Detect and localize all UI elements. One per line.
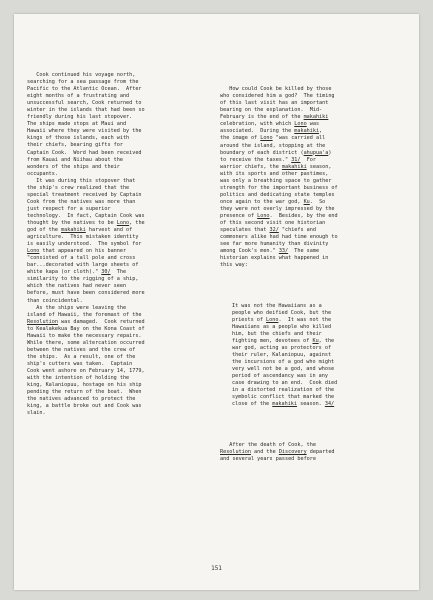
text-line: celebration, with which Lono was bbox=[220, 121, 320, 128]
text-line: is easily understood. The symbol for bbox=[27, 241, 142, 248]
text-line: their chiefs, bearing gifts for bbox=[27, 142, 123, 149]
text-line: The ships made stops at Maui and bbox=[27, 121, 127, 128]
text-line: While there, some altercation occurred bbox=[27, 339, 145, 346]
text-line: king, Kalaniopuu, hostage on his ship bbox=[27, 382, 142, 389]
text-line: the incursions of a god who might bbox=[232, 358, 335, 365]
text-line: fighting men, devotees of Ku, the bbox=[232, 337, 335, 344]
text-line: bar...decorated with large sheets of bbox=[27, 262, 139, 269]
right-column bbox=[220, 72, 410, 477]
text-line: bearing on the explanation. Mid- bbox=[220, 107, 323, 114]
text-line: speculates that 32/ "chiefs and bbox=[220, 227, 316, 234]
text-line: commoners alike had had time enough to bbox=[220, 234, 338, 241]
text-line: slain. bbox=[27, 410, 46, 417]
text-line: boundary of each district (ahupua'a) bbox=[220, 149, 332, 156]
text-line: friendly during his last stopover. bbox=[27, 114, 133, 121]
text-line: pending the return of the boat. When bbox=[27, 389, 142, 396]
text-line: Cook went ashore on February 14, 1779, bbox=[27, 367, 145, 374]
text-line: this way: bbox=[220, 262, 248, 269]
text-line: case drawing to an end. Cook died bbox=[232, 380, 338, 387]
text-line: just respect for a superior bbox=[27, 205, 111, 212]
text-line: It was not the Hawaiians as a bbox=[232, 302, 322, 309]
text-line: Lono that appeared on his banner bbox=[27, 248, 127, 255]
text-line: politics and dedicating state temples bbox=[220, 191, 335, 198]
text-line: the image of Lono "was carried all bbox=[220, 135, 326, 142]
text-line: Hawaii where they were visited by the bbox=[27, 128, 142, 135]
text-line: After the death of Cook, the bbox=[220, 441, 316, 448]
text-line: the natives advanced to protect the bbox=[27, 396, 136, 403]
text-line: they were not overly impressed by the bbox=[220, 205, 335, 212]
text-line: occupants. bbox=[27, 170, 58, 177]
text-line: very well not be a god, and whose bbox=[232, 366, 335, 373]
text-line: Resolution and the Discovery departed bbox=[220, 448, 335, 455]
text-line: period of ascendancy was in any bbox=[232, 373, 328, 380]
text-line: How could Cook be killed by those bbox=[220, 86, 332, 93]
text-line: see far more humanity than divinity bbox=[220, 241, 329, 248]
text-line: was only a breathing space to gather bbox=[220, 177, 332, 184]
text-line: priests of Lono. It was not the bbox=[232, 316, 332, 323]
text-line: with its sports and other pastimes, bbox=[220, 170, 329, 177]
text-line: among Cook's men." 33/ The same bbox=[220, 248, 320, 255]
text-line: island of Hawaii, the foremast of the bbox=[27, 311, 142, 318]
text-line: to Kealakekua Bay on the Kona Coast of bbox=[27, 325, 145, 332]
text-line: and several years passed before bbox=[220, 455, 316, 462]
text-line: searching for a sea passage from the bbox=[27, 79, 139, 86]
text-line: ship's cutters was taken. Captain bbox=[27, 360, 133, 367]
text-line: symbolic conflict that marked the bbox=[232, 394, 335, 401]
text-line: Pacific to the Atlantic Ocean. After bbox=[27, 86, 142, 93]
text-line: wonders of the ships and their bbox=[27, 163, 120, 170]
text-line: him, but the chiefs and their bbox=[232, 330, 322, 337]
text-line: special treatment received by Captain bbox=[27, 191, 142, 198]
text-line: white kapa (or cloth)." 30/ The bbox=[27, 269, 127, 276]
text-line: who considered him a god? The timing bbox=[220, 93, 335, 100]
text-line: before, must have been considered more bbox=[27, 290, 145, 297]
text-line: February is the end of the makahiki bbox=[220, 114, 329, 121]
document-page bbox=[14, 14, 419, 590]
text-line: Cook from the natives was more than bbox=[27, 198, 136, 205]
text-line: Cook continued his voyage north, bbox=[27, 72, 136, 78]
text-line: around the island, stopping at the bbox=[220, 142, 326, 149]
text-line: the ship's crew realized that the bbox=[27, 184, 130, 191]
text-line: similarity to the rigging of a ship, bbox=[27, 276, 139, 283]
text-line: in a distorted realization of the bbox=[232, 387, 335, 394]
text-line: the ships. As a result, one of the bbox=[27, 353, 136, 360]
left-column bbox=[27, 72, 212, 417]
text-line: from Kauai and Niihau about the bbox=[27, 156, 123, 163]
text-line: to receive the taxes." 31/ For bbox=[220, 156, 316, 163]
text-line: It was during this stopover that bbox=[27, 177, 136, 184]
text-line: warrior chiefs, the makahiki season, bbox=[220, 163, 332, 170]
text-line: which the natives had never seen bbox=[27, 283, 127, 290]
text-line: unsuccessful search, Cook returned to bbox=[27, 100, 142, 107]
text-line: associated. During the makahiki, bbox=[220, 128, 323, 135]
text-line: than coincidental. bbox=[27, 297, 83, 304]
page-number: 151 bbox=[211, 565, 222, 572]
right-column-outro bbox=[220, 442, 410, 463]
right-column-intro bbox=[220, 86, 410, 269]
text-line: historian explains what happened in bbox=[220, 255, 329, 262]
text-line: "consisted of a tall pole and cross bbox=[27, 255, 136, 262]
text-line: presence of Lono. Besides, by the end bbox=[220, 212, 338, 219]
text-line: strength for the important business of bbox=[220, 184, 338, 191]
text-line: close of the makahiki season. 34/ bbox=[232, 401, 335, 408]
text-line: war god, acting as protectors of bbox=[232, 344, 332, 351]
text-line: As the ships were leaving the bbox=[27, 304, 127, 311]
text-line: their ruler, Kalaniopuu, against bbox=[232, 351, 332, 358]
text-line: between the natives and the crew of bbox=[27, 346, 136, 353]
text-line: people who deified Cook, but the bbox=[232, 309, 332, 316]
text-line: kings of those islands, each with bbox=[27, 135, 130, 142]
text-line: god of the makahiki harvest and of bbox=[27, 227, 133, 234]
text-line: king, a battle broke out and Cook was bbox=[27, 403, 142, 410]
text-line: of this last visit has an important bbox=[220, 100, 329, 107]
text-line: eight months of a frustrating and bbox=[27, 93, 130, 100]
text-line: Captain Cook. Word had been received bbox=[27, 149, 142, 156]
text-line: agriculture. This mistaken identity bbox=[27, 234, 139, 241]
text-line: Hawaiians as a people who killed bbox=[232, 323, 332, 330]
text-line: once again to the war god, Ku. So bbox=[220, 198, 326, 205]
text-line: Hawaii to make the necessary repairs. bbox=[27, 332, 142, 339]
text-line: technology. In fact, Captain Cook was bbox=[27, 212, 145, 219]
text-line: of this second visit one historian bbox=[220, 220, 326, 227]
text-line: Resolution was damaged. Cook returned bbox=[27, 318, 145, 325]
text-line: thought by the natives to be Lono, the bbox=[27, 219, 145, 226]
text-line: winter in the islands that had been so bbox=[27, 107, 145, 114]
block-quote bbox=[220, 303, 410, 409]
text-line: with the intention of holding the bbox=[27, 375, 130, 382]
